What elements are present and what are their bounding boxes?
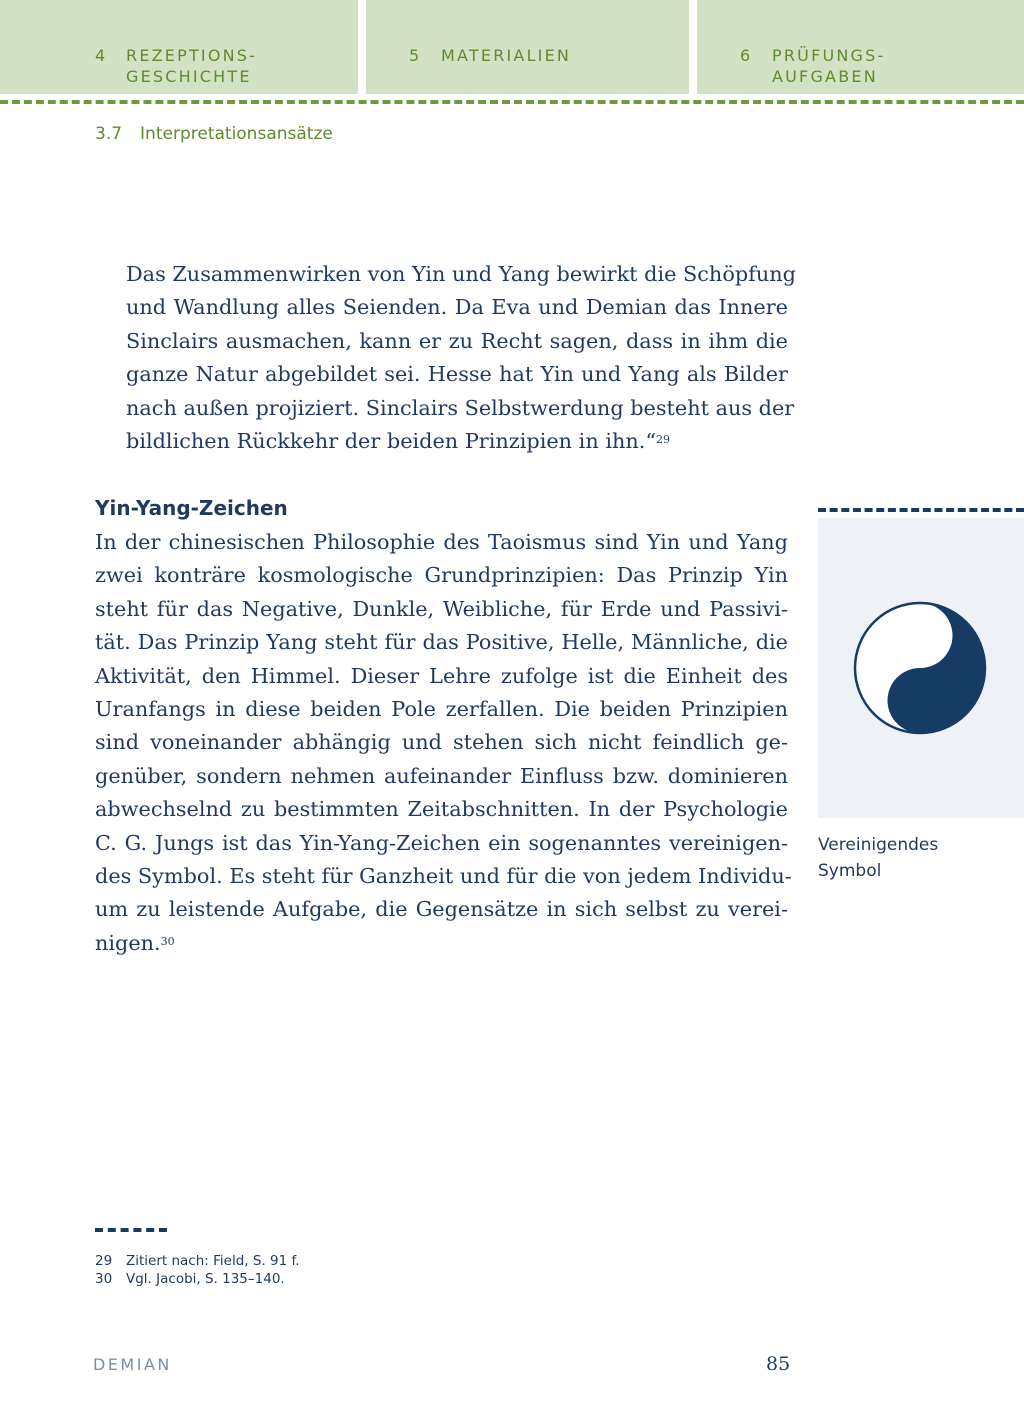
footnote-divider: [95, 1228, 167, 1232]
quote-line: ganze Natur abgebildet sei. Hesse hat Yin und Yang als Bilder: [126, 362, 788, 387]
body-line: C. G. Jungs ist das Yin-Yang-Zeichen ein sogenanntes vereinigen-: [95, 830, 788, 855]
body-line: sind voneinander abhängig und stehen sich nicht feindlich ge-: [95, 730, 788, 755]
tab-label-line-1: MATERIALIEN: [441, 46, 572, 65]
section-number: 3.7: [95, 124, 123, 144]
caption-line-2: Symbol: [818, 861, 882, 881]
yin-yang-icon: [818, 518, 1024, 818]
body-line: In der chinesischen Philosophie des Taoismus sind Yin und Yang: [95, 530, 788, 554]
footnote-ref-29[interactable]: 29: [656, 433, 671, 447]
book-title: DEMIAN: [93, 1355, 172, 1374]
footnote-number: 29: [95, 1253, 113, 1269]
tab-label: [126, 45, 257, 87]
quote-line-last: [126, 425, 788, 458]
tab-number: 6: [740, 46, 753, 65]
body-line: um zu leistende Aufgabe, die Gegensätze in sich selbst zu verei-: [95, 897, 788, 922]
body-line-last: [95, 927, 788, 960]
tab-label-line-1: PRÜFUNGS-: [772, 46, 886, 65]
header-tab-rezeptionsgeschichte[interactable]: [0, 0, 358, 94]
header-tab-pruefungsaufgaben[interactable]: [697, 0, 1024, 94]
footnotes: [95, 1252, 300, 1288]
footnote-text: Vgl. Jacobi, S. 135–140.: [126, 1271, 285, 1287]
body-paragraph: [95, 526, 792, 960]
body-line: Uranfangs in diese beiden Pole zerfallen. Die beiden Prinzipien: [95, 697, 788, 722]
sidebar-figure: [818, 518, 1024, 818]
footnote-item: [95, 1252, 300, 1270]
section-heading: Yin-Yang-Zeichen: [95, 496, 288, 520]
tab-number: 4: [95, 46, 108, 65]
sidebar-caption: [818, 832, 938, 884]
tab-label-line-2: GESCHICHTE: [126, 67, 252, 86]
body-line: steht für das Negative, Dunkle, Weibliche, für Erde und Passivi-: [95, 596, 788, 621]
tab-label: [772, 45, 886, 87]
header-divider: [0, 100, 1024, 104]
footnote-text: Zitiert nach: Field, S. 91 f.: [126, 1253, 300, 1269]
tab-label-line-2: AUFGABEN: [772, 67, 878, 86]
body-line: zwei konträre kosmologische Grundprinzipien: Das Prinzip Yin: [95, 563, 788, 588]
header-tab-materialien[interactable]: [366, 0, 689, 94]
quote-block: [126, 258, 796, 458]
body-line: Aktivität, den Himmel. Dieser Lehre zufolge ist die Einheit des: [95, 663, 788, 688]
footnote-number: 30: [95, 1271, 113, 1287]
tab-label: [441, 45, 571, 66]
tab-number: 5: [409, 46, 422, 65]
footnote-ref-30[interactable]: 30: [160, 934, 175, 948]
body-line-text: nigen.: [95, 930, 161, 955]
section-title: Interpretationsansätze: [140, 124, 333, 144]
page-number: 85: [766, 1353, 791, 1375]
body-line: tät. Das Prinzip Yang steht für das Positive, Helle, Männliche, die: [95, 630, 788, 655]
tab-label-line-1: REZEPTIONS-: [126, 46, 258, 65]
sidebar-divider: [818, 508, 1024, 512]
quote-line: Sinclairs ausmachen, kann er zu Recht sagen, dass in ihm die: [126, 328, 788, 353]
body-line: genüber, sondern nehmen aufeinander Einfluss bzw. dominieren: [95, 763, 788, 788]
body-line: abwechselnd zu bestimmten Zeitabschnitten. In der Psychologie: [95, 797, 788, 822]
section-reference: [95, 124, 351, 144]
quote-line-text: bildlichen Rückkehr der beiden Prinzipien in ihn.“: [126, 429, 657, 454]
caption-line-1: Vereinigendes: [818, 835, 939, 855]
footnote-item: [95, 1270, 300, 1288]
body-line: des Symbol. Es steht für Ganzheit und für die von jedem Individu-: [95, 864, 792, 889]
quote-line: Das Zusammenwirken von Yin und Yang bewirkt die Schöpfung: [126, 262, 796, 286]
quote-line: nach außen projiziert. Sinclairs Selbstwerdung besteht aus der: [126, 395, 795, 420]
quote-line: und Wandlung alles Seienden. Da Eva und Demian das Innere: [126, 295, 788, 320]
